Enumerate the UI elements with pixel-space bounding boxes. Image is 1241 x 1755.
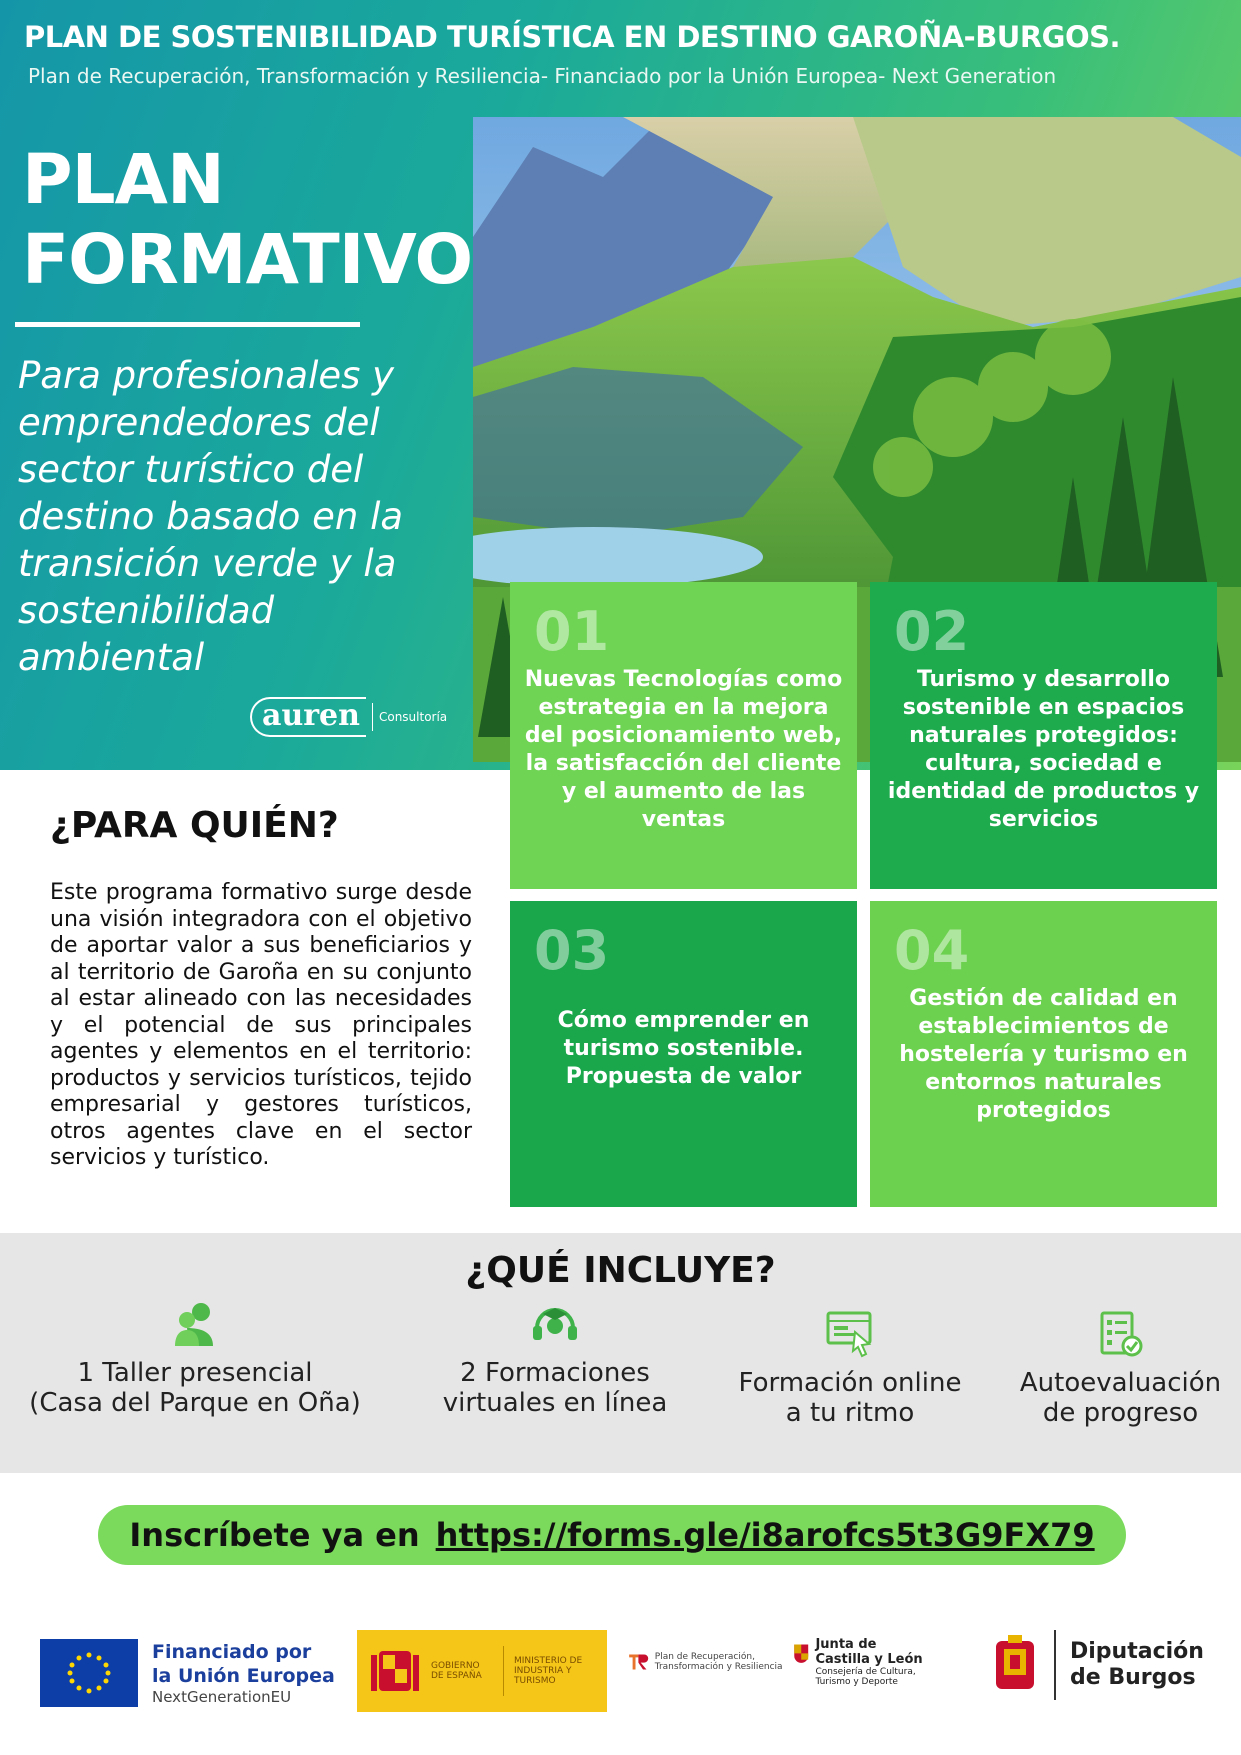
plan-title-line1: PLAN [22,140,224,220]
castilla-leon-shield-icon [793,1637,809,1671]
prtr-logo [628,1645,788,1679]
jcyl-title: Junta de Castilla y León [815,1637,923,1667]
include-line2: de progreso [1042,1398,1199,1428]
include-item-virtual [400,1302,710,1418]
plan-description: Para profesionales y emprendedores del sector turístico del destino basado en la transición verde y la sostenibilidad ambiental [18,354,404,679]
online-screen-icon [825,1310,875,1358]
register-label: Inscríbete ya en [129,1516,420,1554]
eu-funding-text [152,1640,335,1706]
course-title: Gestión de calidad en establecimientos de hostelería y turismo en entornos naturales protegidos [899,986,1188,1123]
include-item-taller [10,1302,380,1418]
include-item-autoevaluacion [1000,1310,1241,1428]
junta-castilla-leon-logo [793,1637,933,1687]
register-link[interactable]: https://forms.gle/i8arofcs5t3G9FX79 [435,1516,1095,1554]
include-line2: (Casa del Parque en Oña) [29,1388,361,1418]
course-card-01 [510,582,857,889]
plan-title [22,140,472,300]
para-quien-title: ¿PARA QUIÉN? [50,805,339,846]
course-number: 01 [534,600,610,663]
spain-coat-of-arms-icon [369,1641,421,1701]
para-quien-text: Este programa formativo surge desde una visión integradora con el objetivo de aportar valor a sus beneficiarios y al territorio de Garoña en su conjunto al estar alineado con las necesidades y el potencial de sus principales agentes y elementos en el territorio: productos y servicios turísticos, tejido empresarial y gestores turísticos, otros agentes clave en el sector servicios y turístico. [50,880,472,1170]
register-banner [98,1505,1126,1565]
include-line1: 2 Formaciones [460,1358,650,1388]
course-title: Cómo emprender en turismo sostenible. Propuesta de valor [557,1008,810,1089]
eu-line1: Financiado por [152,1641,312,1663]
header-subtitle: Plan de Recuperación, Transformación y Resiliencia- Financiado por la Unión Europea- Next Generation [28,64,1057,88]
eu-line3: NextGenerationEU [152,1688,292,1706]
include-line1: 1 Taller presencial [77,1358,313,1388]
dip-line1: Diputación [1070,1639,1204,1664]
title-divider [15,322,360,327]
include-line1: Autoevaluación [1019,1368,1222,1398]
logo-separator [1054,1630,1056,1700]
eu-line2: la Unión Europea [152,1665,335,1687]
auren-tagline: Consultoría [378,710,448,724]
eu-funding-logo [40,1637,335,1709]
plan-title-line2: FORMATIVO [22,220,473,300]
diputacion-burgos-logo [990,1630,1230,1700]
course-number: 02 [894,600,970,663]
logo-separator [372,703,373,731]
course-card-02 [870,582,1217,889]
course-title: Turismo y desarrollo sostenible en espacios naturales protegidos: cultura, sociedad e identidad de productos y servicios [887,667,1200,832]
gobierno-espana-logo [357,1630,607,1712]
auren-logo [250,697,447,737]
course-card-03 [510,901,857,1207]
course-number: 04 [894,919,970,982]
checklist-icon [1099,1310,1143,1358]
course-number: 03 [534,919,610,982]
burgos-shield-icon [990,1633,1040,1697]
prtr-text: Plan de Recuperación, Transformación y Resiliencia [654,1652,783,1672]
include-line2: a tu ritmo [785,1398,915,1428]
auren-wordmark: auren [250,697,366,737]
gobierno-label: GOBIERNO DE ESPAÑA [431,1661,482,1681]
course-card-04 [870,901,1217,1207]
course-title: Nuevas Tecnologías como estrategia en la mejora del posicionamiento web, la satisfacción del cliente y el aumento de las ventas [524,667,843,832]
include-line1: Formación online [738,1368,962,1398]
diputacion-text [1070,1639,1204,1691]
ministerio-label: MINISTERIO DE INDUSTRIA Y TURISMO [514,1656,583,1686]
headset-icon [527,1302,583,1348]
eu-flag-icon [40,1639,138,1707]
header-title: PLAN DE SOSTENIBILIDAD TURÍSTICA EN DESTINO GAROÑA-BURGOS. [24,20,1121,54]
prtr-mark-icon [628,1645,649,1679]
jcyl-subtitle: Consejería de Cultura, Turismo y Deporte [815,1667,916,1687]
que-incluye-title: ¿QUÉ INCLUYE? [465,1250,776,1291]
include-line2: virtuales en línea [442,1388,668,1418]
people-icon [173,1302,217,1348]
dip-line2: de Burgos [1070,1665,1196,1690]
include-item-online [720,1310,980,1428]
